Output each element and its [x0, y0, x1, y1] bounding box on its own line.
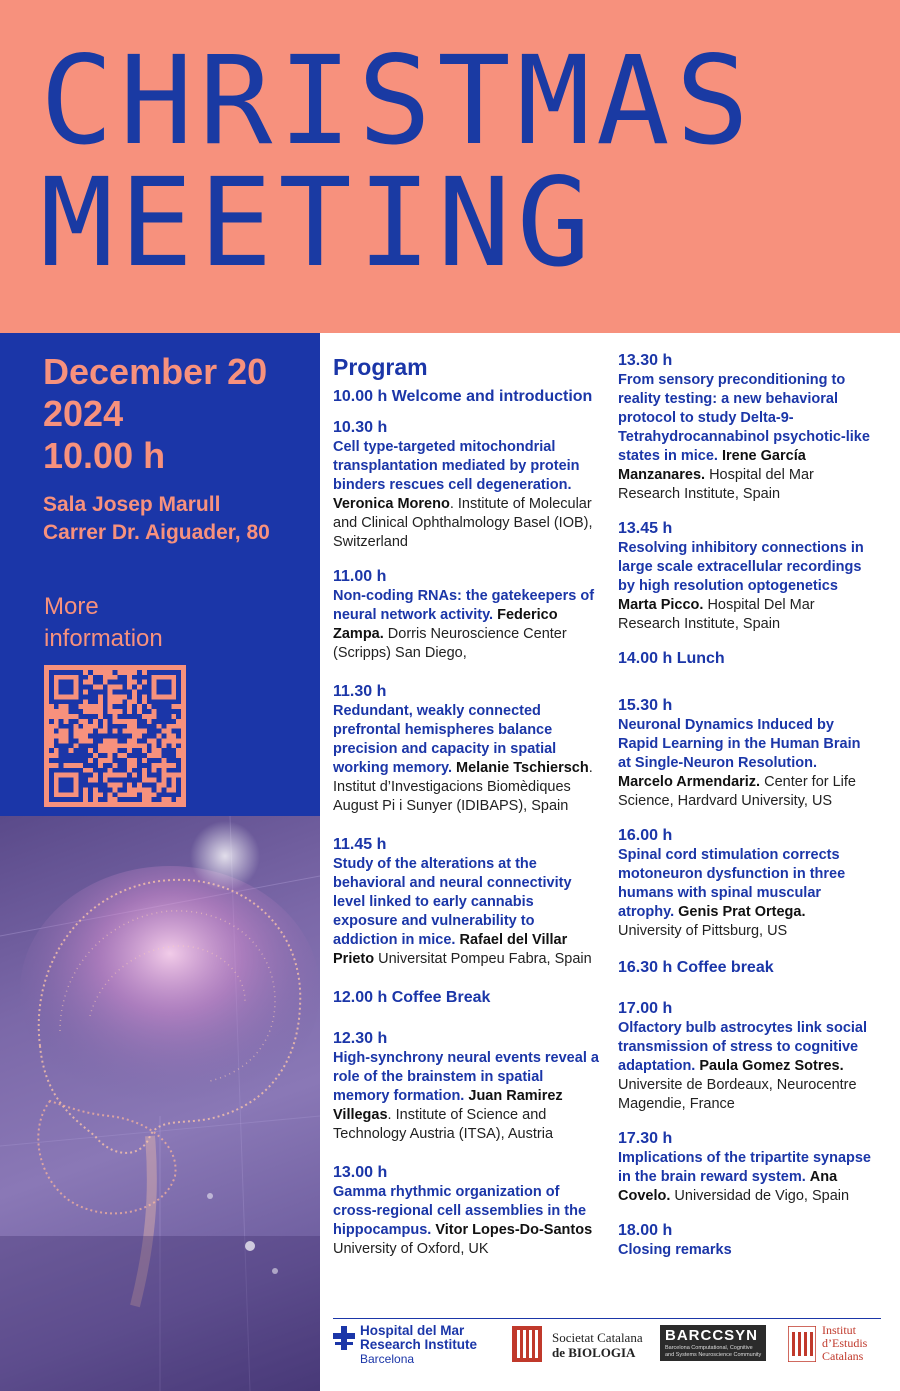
coffee-break-1: 12.00 h Coffee Break — [333, 989, 491, 1006]
speaker-affiliation: Hospital del Mar Research Institute, Spain — [618, 467, 814, 502]
title-line-1: CHRISTMAS — [40, 30, 756, 172]
footer-divider — [333, 1318, 881, 1319]
talk-title: Cell type-targeted mitochondrial transplantation mediated by protein binders rescues cell degeneration. — [333, 439, 580, 493]
talk-title: Spinal cord stimulation corrects motoneuron dysfunction in three humans with spinal muscular atrophy. — [618, 847, 846, 920]
speaker-affiliation: . Institute of Science and Technology Austria (ITSA), Austria — [333, 1107, 554, 1142]
talk-title: Redundant, weakly connected prefrontal hemispheres balance precision and capacity in spatial working memory. — [333, 703, 557, 776]
session-closing — [618, 1220, 873, 1260]
session-time: 13.45 h — [618, 520, 673, 537]
closing-remarks: Closing remarks — [618, 1242, 732, 1258]
brain-illustration — [0, 816, 320, 1391]
speaker-affiliation: Universitat Pompeu Fabra, Spain — [374, 951, 592, 967]
session-1345 — [618, 518, 873, 634]
hmar-name-1: Hospital del Mar — [360, 1323, 465, 1338]
session-time: 16.00 h — [618, 827, 673, 844]
talk-title: Non-coding RNAs: the gatekeepers of neural network activity. — [333, 588, 595, 623]
hmar-city: Barcelona — [360, 1352, 415, 1366]
talk-title: Resolving inhibitory connections in large scale extracellular recordings by high resolution optogenetics — [618, 540, 864, 594]
speaker-name: Paula Gomez Sotres. — [699, 1058, 844, 1074]
session-time: 17.00 h — [618, 1000, 673, 1017]
talk-title: Implications of the tripartite synapse in the brain reward system. — [618, 1150, 871, 1185]
program-column-1 — [333, 350, 601, 1273]
event-info-panel — [0, 333, 320, 816]
session-1530 — [618, 695, 873, 811]
talk-title: From sensory preconditioning to reality testing: a new behavioral protocol to study Delta-9-Tetrahydrocannabinol psychotic-like states in mice. — [618, 372, 870, 464]
speaker-name: Vitor Lopes-Do-Santos — [435, 1222, 593, 1238]
speaker-name: Veronica Moreno — [333, 496, 450, 512]
talk-title: Neuronal Dynamics Induced by Rapid Learning in the Human Brain at Single-Neuron Resolution. — [618, 717, 861, 771]
session-1600 — [618, 825, 873, 941]
more-info-label: More information — [44, 593, 163, 652]
title-line-2: MEETING — [40, 152, 597, 294]
speaker-affiliation: Dorris Neuroscience Center (Scripps) San Diego, — [333, 626, 567, 661]
speaker-affiliation: Hospital Del Mar Research Institute, Spain — [618, 597, 815, 632]
speaker-affiliation: . Institut d’Investigacions Biomèdiques August Pi i Sunyer (IDIBAPS), Spain — [333, 760, 593, 814]
event-time: 10.00 h — [43, 435, 166, 476]
session-time: 11.00 h — [333, 568, 387, 585]
talk-title: Olfactory bulb astrocytes link social transmission of stress to cognitive adaptation. — [618, 1020, 867, 1074]
program-column-2 — [618, 350, 873, 1274]
speaker-name: Ana Covelo. — [618, 1169, 838, 1204]
speaker-affiliation: University of Oxford, UK — [333, 1241, 489, 1257]
session-1230 — [333, 1028, 601, 1144]
date-block — [43, 351, 267, 477]
talk-title: Gamma rhythmic organization of cross-regional cell assemblies in the hippocampus. — [333, 1184, 587, 1238]
scb-name-2: de BIOLOGIA — [552, 1345, 636, 1360]
speaker-name: Genis Prat Ortega. — [678, 904, 806, 920]
event-date: December 20 — [43, 351, 268, 392]
barccsyn-desc-2: and Systems Neuroscience Community — [665, 1352, 762, 1358]
session-time: 11.45 h — [333, 836, 387, 853]
iec-name-2: d’Estudis — [822, 1336, 868, 1350]
barccsyn-desc-1: Barcelona Computational, Cognitive — [665, 1345, 753, 1351]
scb-name-1: Societat Catalana — [552, 1330, 643, 1345]
session-time: 11.30 h — [333, 683, 387, 700]
speaker-affiliation: University of Pittsburg, US — [618, 923, 788, 939]
barccsyn-logo — [660, 1325, 766, 1361]
venue-room: Sala Josep Marull — [43, 493, 221, 516]
speaker-affiliation: . Institute of Molecular and Clinical Ophthalmology Basel (IOB), Switzerland — [333, 496, 593, 550]
session-1030 — [333, 417, 601, 552]
speaker-affiliation: Universite de Bordeaux, Neurocentre Magendie, France — [618, 1077, 857, 1112]
session-1145 — [333, 834, 601, 969]
iec-emblem-icon — [788, 1326, 816, 1362]
welcome-session: 10.00 h Welcome and introduction — [333, 388, 593, 405]
lunch-break: 14.00 h Lunch — [618, 650, 725, 667]
speaker-affiliation: Center for Life Science, Hardvard University, US — [618, 774, 857, 809]
session-1330 — [618, 350, 873, 504]
session-1100 — [333, 566, 601, 663]
talk-title: High-synchrony neural events reveal a role of the brainstem in spatial memory formation. — [333, 1050, 599, 1104]
qr-code[interactable] — [44, 665, 186, 807]
session-1730 — [618, 1128, 873, 1206]
coffee-break-2: 16.30 h Coffee break — [618, 959, 774, 976]
speaker-name: Federico Zampa. — [333, 607, 558, 642]
speaker-affiliation: Universidad de Vigo, Spain — [670, 1188, 850, 1204]
barccsyn-name: BARCCSYN — [665, 1327, 759, 1344]
speaker-name: Marta Picco. — [618, 597, 704, 613]
hmar-name-2: Research Institute — [360, 1337, 478, 1352]
hospital-cross-icon — [333, 1326, 355, 1350]
scb-emblem-icon — [512, 1326, 542, 1362]
session-time: 18.00 h — [618, 1222, 673, 1239]
program-heading: Program — [333, 354, 428, 380]
session-1700 — [618, 998, 873, 1114]
event-year: 2024 — [43, 393, 124, 434]
speaker-name: Juan Ramirez Villegas — [333, 1088, 563, 1123]
speaker-name: Marcelo Armendariz. — [618, 774, 761, 790]
venue-block — [43, 491, 270, 547]
session-1300 — [333, 1162, 601, 1259]
iec-name-1: Institut — [822, 1323, 857, 1337]
session-time: 12.30 h — [333, 1030, 388, 1047]
venue-address: Carrer Dr. Aiguader, 80 — [43, 521, 270, 544]
session-time: 17.30 h — [618, 1130, 673, 1147]
session-time: 15.30 h — [618, 697, 673, 714]
session-time: 13.30 h — [618, 352, 673, 369]
iec-name-3: Catalans — [822, 1349, 864, 1363]
header-banner — [0, 0, 900, 333]
speaker-name: Melanie Tschiersch — [456, 760, 589, 776]
brain-image — [0, 816, 320, 1391]
session-time: 10.30 h — [333, 419, 388, 436]
speaker-name: Irene García Manzanares. — [618, 448, 806, 483]
session-time: 13.00 h — [333, 1164, 388, 1181]
speaker-name: Rafael del Villar Prieto — [333, 932, 568, 967]
session-1130 — [333, 681, 601, 816]
talk-title: Study of the alterations at the behavioral and neural connectivity level linked to early cannabis exposure and vulnerability to addiction in mice. — [333, 856, 572, 948]
